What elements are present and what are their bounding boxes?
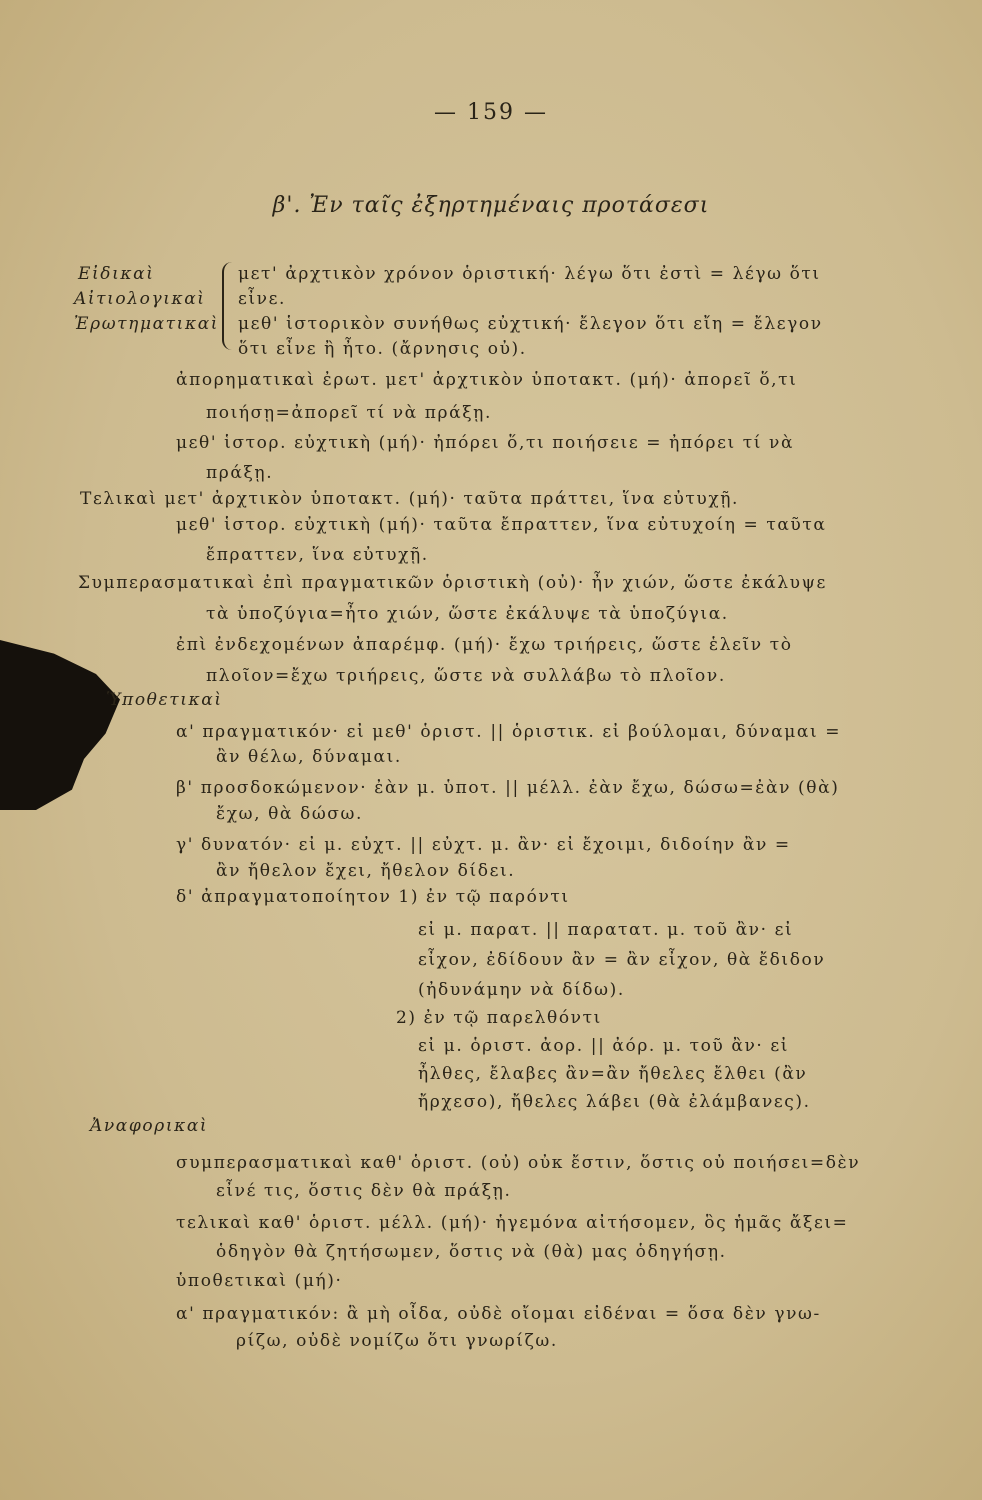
text-line: ἂν ἤθελον ἔχει, ἤθελον δίδει. (216, 861, 516, 881)
text-line: ὁδηγὸν θὰ ζητήσωμεν, ὅστις νὰ (θὰ) μας ὁδηγήσῃ. (216, 1242, 727, 1262)
text-line: ἤρχεσο), ἤθελες λάβει (θὰ ἐλάμβανες). (418, 1092, 811, 1112)
label-aitiologikai: Αἰτιολογικαὶ (74, 289, 206, 309)
text-line: 2) ἐν τῷ παρελθόντι (396, 1008, 602, 1028)
text-line: τὰ ὑποζύγια=ἦτο χιών, ὥστε ἐκάλυψε τὰ ὑποζύγια. (206, 604, 729, 624)
text-line: δ' ἀπραγματοποίητον 1) ἐν τῷ παρόντι (176, 887, 570, 907)
text-line: εἶχον, ἐδίδουν ἂν = ἂν εἶχον, θὰ ἔδιδον (418, 950, 826, 970)
text-line: τελικαὶ καθ' ὁριστ. μέλλ. (μή)· ἡγεμόνα αἰτήσομεν, ὃς ἡμᾶς ἄξει= (176, 1213, 849, 1233)
text-line: συμπερασματικαὶ καθ' ὁριστ. (οὐ) οὐκ ἔστιν, ὅστις οὐ ποιήσει=δὲν (176, 1153, 861, 1173)
text-line: α' πραγματικόν: ἃ μὴ οἶδα, οὐδὲ οἴομαι εἰδέναι = ὅσα δὲν γνω- (176, 1304, 821, 1324)
text-line: μεθ' ἱστορ. εὐχτικὴ (μή)· ταῦτα ἔπραττεν, ἵνα εὐτυχοίη = ταῦτα (176, 515, 827, 535)
text-line: ποιήσῃ=ἀπορεῖ τί νὰ πράξῃ. (206, 403, 492, 423)
label-hypothetikai: Ὑποθετικαὶ (106, 690, 223, 710)
text-line: μετ' ἀρχτικὸν χρόνον ὁριστική· λέγω ὅτι ἐστὶ = λέγω ὅτι (238, 264, 821, 284)
text-line: Τελικαὶ μετ' ἀρχτικὸν ὑποτακτ. (μή)· ταῦτα πράττει, ἵνα εὐτυχῇ. (80, 489, 740, 509)
text-line: μεθ' ἱστορικὸν συνήθως εὐχτική· ἔλεγον ὅτι εἴη = ἔλεγον (238, 314, 823, 334)
text-line: (ἠδυνάμην νὰ δίδω). (418, 980, 625, 1000)
text-line: α' πραγματικόν· εἰ μεθ' ὁριστ. || ὁριστικ. εἰ βούλομαι, δύναμαι = (176, 722, 842, 742)
text-line: εἶνέ τις, ὅστις δὲν θὰ πράξῃ. (216, 1181, 512, 1201)
text-line: μεθ' ἱστορ. εὐχτικὴ (μή)· ἠπόρει ὅ,τι ποιήσειε = ἠπόρει τί νὰ (176, 433, 795, 453)
text-line: πλοῖον=ἔχω τριήρεις, ὥστε νὰ συλλάβω τὸ πλοῖον. (206, 666, 726, 686)
text-line: ἐπὶ ἐνδεχομένων ἀπαρέμφ. (μή)· ἔχω τριήρεις, ὥστε ἑλεῖν τὸ (176, 635, 793, 655)
text-line: ἔχω, θὰ δώσω. (216, 804, 363, 824)
text-line: ἦλθες, ἔλαβες ἂν=ἂν ἤθελες ἔλθει (ἂν (418, 1064, 808, 1084)
label-erotimatikai: Ἐρωτηματικαὶ (74, 314, 220, 334)
text-line: εἰ μ. ὁριστ. ἀορ. || ἀόρ. μ. τοῦ ἂν· εἰ (418, 1036, 790, 1056)
text-line: β' προσδοκώμενον· ἐὰν μ. ὑποτ. || μέλλ. ἐὰν ἔχω, δώσω=ἐὰν (θὰ) (176, 778, 840, 798)
text-line: ἔπραττεν, ἵνα εὐτυχῇ. (206, 545, 429, 565)
text-line: Συμπερασματικαὶ ἐπὶ πραγματικῶν ὁριστικὴ (οὐ)· ἦν χιών, ὥστε ἐκάλυψε (78, 573, 827, 593)
text-line: εἰ μ. παρατ. || παρατατ. μ. τοῦ ἂν· εἰ (418, 920, 794, 940)
label-anaforikai: Ἀναφορικαὶ (90, 1116, 209, 1136)
text-line: ὅτι εἶνε ἢ ἦτο. (ἄρνησις οὐ). (238, 339, 527, 359)
text-line: ὑποθετικαὶ (μή)· (176, 1271, 343, 1291)
torn-paper-area (0, 640, 120, 810)
text-line: εἶνε. (238, 289, 287, 309)
text-line: ἀπορηματικαὶ ἐρωτ. μετ' ἀρχτικὸν ὑποτακτ. (μή)· ἀπορεῖ ὅ,τι (176, 370, 798, 390)
text-line: γ' δυνατόν· εἰ μ. εὐχτ. || εὐχτ. μ. ἂν· εἰ ἔχοιμι, διδοίην ἂν = (176, 835, 791, 855)
text-line: ἂν θέλω, δύναμαι. (216, 747, 402, 767)
label-eidikai: Εἰδικαὶ (78, 264, 155, 284)
page-number: — 159 — (434, 100, 548, 125)
text-line: ρίζω, οὐδὲ νομίζω ὅτι γνωρίζω. (236, 1331, 558, 1351)
text-line: πράξῃ. (206, 463, 274, 483)
grouping-brace (222, 262, 234, 350)
section-heading: β'. Ἐν ταῖς ἐξηρτημέναις προτάσεσι (272, 193, 710, 218)
